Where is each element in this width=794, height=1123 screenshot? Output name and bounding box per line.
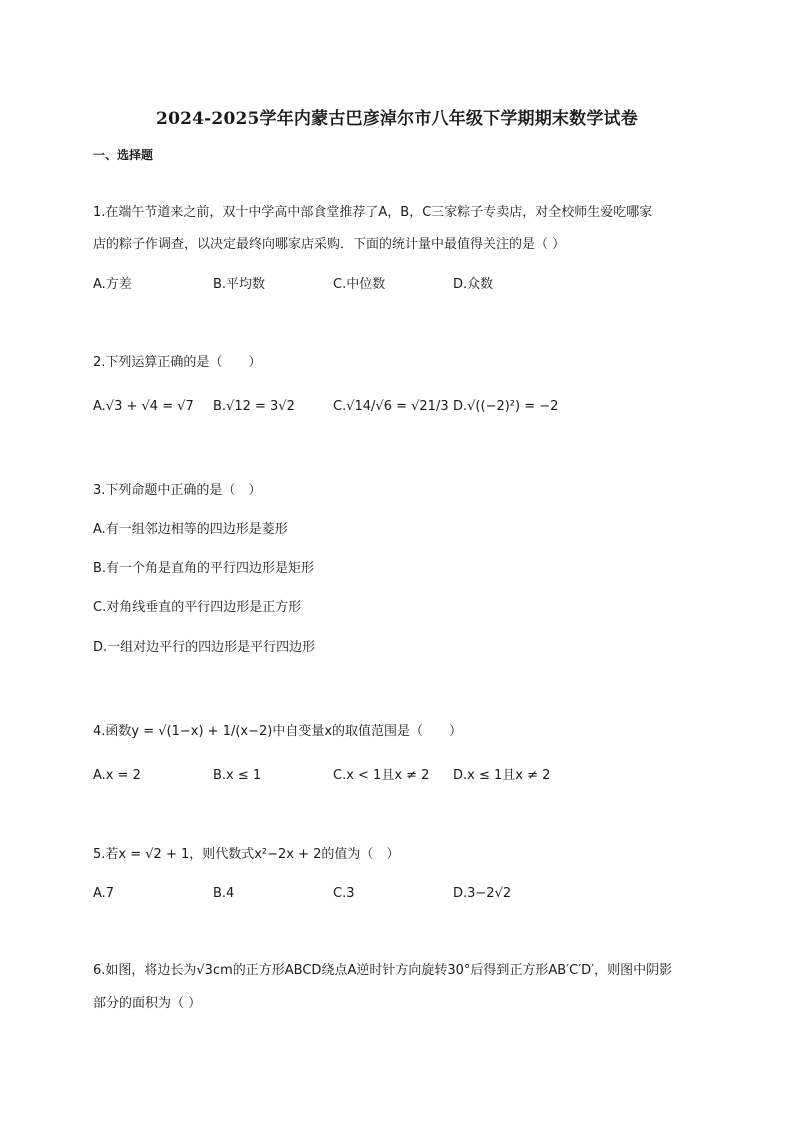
- question-1-option-a: A.方差: [93, 277, 132, 292]
- question-5-option-d: D.3−2√2: [453, 886, 512, 901]
- question-5-option-c: C.3: [333, 886, 355, 901]
- question-4-option-b: B.x ≤ 1: [213, 768, 262, 783]
- question-1-option-d: D.众数: [453, 277, 494, 292]
- question-6-line-1: 6.如图，将边长为√3cm的正方形ABCD绕点A逆时针方向旋转30°后得到正方形AB′C′D′，则图中阴影: [93, 963, 673, 978]
- question-5-option-a: A.7: [93, 886, 115, 901]
- question-1-option-c: C.中位数: [333, 277, 386, 292]
- question-4-option-c: C.x < 1且x ≠ 2: [333, 768, 430, 783]
- question-3-option-a: A.有一组邻边相等的四边形是菱形: [93, 522, 288, 537]
- question-4-option-a: A.x = 2: [93, 768, 141, 783]
- question-3-option-d: D.一组对边平行的四边形是平行四边形: [93, 640, 316, 655]
- question-4-option-d: D.x ≤ 1且x ≠ 2: [453, 768, 551, 783]
- question-5-stem: 5.若x = √2 + 1，则代数式x²−2x + 2的值为（ ）: [93, 847, 400, 862]
- question-2-option-b: B.√12 = 3√2: [213, 399, 295, 414]
- question-1-line-2: 店的粽子作调查，以决定最终向哪家店采购．下面的统计量中最值得关注的是（ ）: [93, 237, 566, 252]
- question-2-option-a: A.√3 + √4 = √7: [93, 399, 194, 414]
- question-3-option-c: C.对角线垂直的平行四边形是正方形: [93, 600, 302, 615]
- question-1-line-1: 1.在端午节道来之前，双十中学高中部食堂推荐了A，B，C三家粽子专卖店，对全校师生爱吃哪家: [93, 205, 653, 220]
- section-heading: 一、选择题: [93, 148, 154, 162]
- question-2-option-d: D.√((−2)²) = −2: [453, 399, 559, 414]
- question-3-stem: 3.下列命题中正确的是（ ）: [93, 483, 262, 498]
- question-2-option-c: C.√14/√6 = √21/3: [333, 399, 449, 414]
- page-title: 2024-2025学年内蒙古巴彦淖尔市八年级下学期期末数学试卷: [156, 109, 638, 129]
- question-1-option-b: B.平均数: [213, 277, 266, 292]
- question-2-stem: 2.下列运算正确的是（ ）: [93, 355, 262, 370]
- question-3-option-b: B.有一个角是直角的平行四边形是矩形: [93, 561, 315, 576]
- question-5-option-b: B.4: [213, 886, 235, 901]
- question-4-stem: 4.函数y = √(1−x) + 1/(x−2)中自变量x的取值范围是（ ）: [93, 724, 463, 739]
- question-6-line-2: 部分的面积为（ ）: [93, 996, 202, 1011]
